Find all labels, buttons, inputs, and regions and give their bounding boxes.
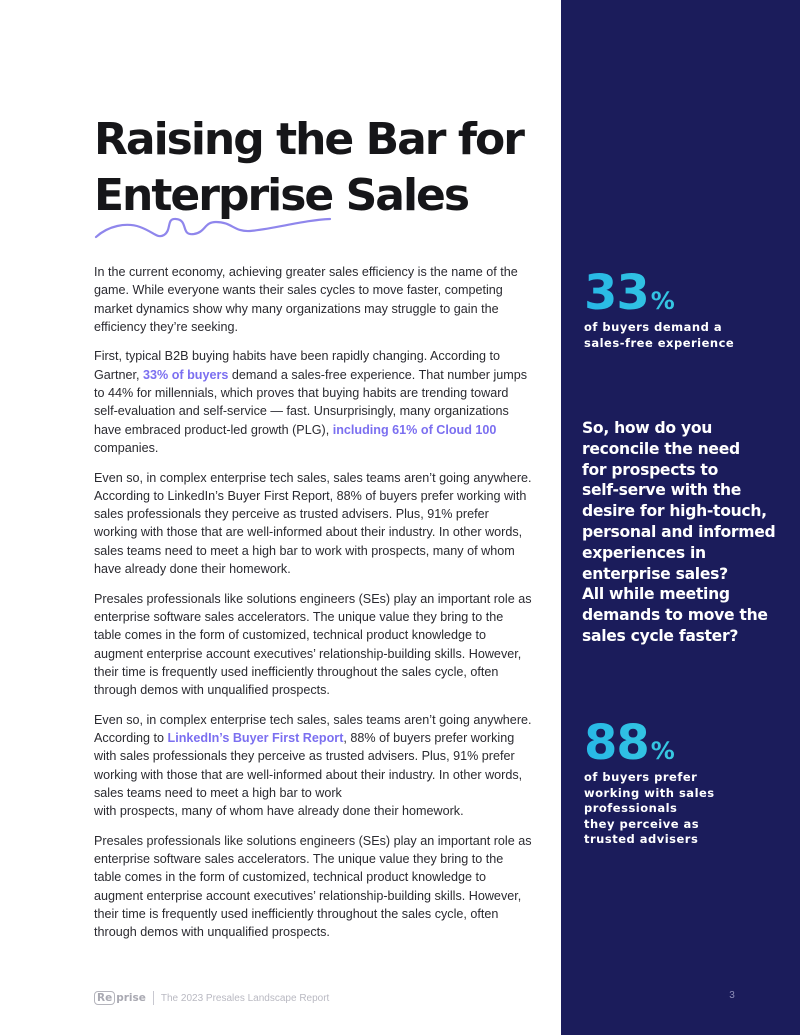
reprise-logo [94,992,146,1004]
quote-line: reconcile the need [582,439,740,458]
cloud-100-link[interactable]: including 61% of Cloud 100 [332,422,497,437]
paragraph-5 [94,711,534,821]
stat-caption-line: of buyers prefer [584,770,698,784]
paragraph-5-text-c: with prospects, many of whom have already done their homework. [94,804,464,819]
pull-quote [582,418,782,647]
quote-line: personal and informed [582,522,776,541]
stat-88-percent [584,715,715,848]
paragraph-5-text-a: Even so, in complex enterprise tech sales, sales teams aren’t going anywhere. According to [94,712,532,746]
stat-caption-line: professionals [584,801,678,815]
stat-value: 88 [584,715,649,771]
stat-caption-line: sales-free experience [584,335,735,350]
squiggle-underline-icon [94,210,334,242]
paragraph-3: Even so, in complex enterprise tech sales, sales teams aren’t going anywhere. According to LinkedIn’s Buyer First Report, 88% of buyers prefer working with sales professionals they perceive as trusted advisers. Plus, 91% prefer working with those that are well-informed about their industry. In other words, sales teams need to meet a high bar to work with prospects, many of whom have already done their homework. [94,470,532,577]
quote-line: All while meeting [582,585,730,604]
quote-line: So, how do you [582,419,713,437]
paragraph-2 [94,347,534,457]
page-number: 3 [729,990,735,1001]
stat-number [584,715,715,771]
title-line-1: Raising the Bar for [94,114,523,165]
stat-caption [584,320,734,351]
body-text [94,263,534,953]
paragraph-2-text-c: companies. [94,440,159,455]
quote-line: sales cycle faster? [582,626,739,645]
paragraph-2-text-a: First, typical B2B buying habits have been rapidly changing. According to Gartner, [94,349,501,382]
page-title [94,112,554,224]
title-line-2: Enterprise Sales [94,170,469,221]
paragraph-6: Presales professionals like solutions engineers (SEs) play an important role as enterprise software sales accelerators. The unique value they bring to the table comes in the form of customized, technical product knowledge to augment enterprise account executives’ relationship-building skills. However, their time is frequently used inefficiently throughout the sales cycle, often through demos with unqualified prospects. [94,833,532,940]
stat-caption-line: trusted advisers [584,832,699,846]
quote-line: demands to move the [582,606,768,625]
quote-line: self-serve with the [582,481,742,500]
stat-33-percent [584,265,735,351]
footer-divider [153,991,154,1005]
paragraph-1: In the current economy, achieving greater sales efficiency is the name of the game. While everyone wants their sales cycles to move faster, competing market dynamics show why many organizations may struggle to gain the efficiency they’re seeking. [94,265,518,334]
stat-unit: % [650,287,675,315]
logo-re: Re [94,991,115,1005]
paragraph-2-text-b: demand a sales-free experience. That number jumps to 44% for millennials, which proves that buying habits are trending toward self-evaluation and self-service — fast. Unsurprisingly, many organizations have embraced product-led growth (PLG), [94,367,528,437]
quote-line: enterprise sales? [582,564,728,583]
quote-line: for prospects to [582,460,718,479]
paragraph-5-text-b: , 88% of buyers prefer working with sales professionals they perceive as trusted advisers. Plus, 91% prefer working with those that are well-informed about their industry. In other words, sales teams need to meet a high bar to work [94,731,523,800]
gartner-33-percent-link[interactable]: 33% of buyers [143,367,229,382]
logo-prise: prise [116,992,146,1004]
page-footer [94,990,504,1006]
report-title: The 2023 Presales Landscape Report [160,992,330,1004]
stat-number [584,265,734,321]
paragraph-4: Presales professionals like solutions engineers (SEs) play an important role as enterprise software sales accelerators. The unique value they bring to the table comes in the form of customized, technical product knowledge to augment enterprise account executives’ relationship-building skills. However, their time is frequently used inefficiently throughout the sales cycle, often through demos with unqualified prospects. [94,591,532,698]
quote-line: desire for high-touch, [582,502,767,521]
quote-line: experiences in [582,543,706,562]
linkedin-buyer-first-report-link[interactable]: LinkedIn’s Buyer First Report [167,731,344,746]
stat-caption-line: working with sales [584,785,715,800]
stat-unit: % [650,737,675,765]
stat-value: 33 [584,265,649,321]
stat-caption-line: of buyers demand a [584,320,723,334]
stat-caption-line: they perceive as [584,816,700,831]
stat-caption [584,770,715,848]
